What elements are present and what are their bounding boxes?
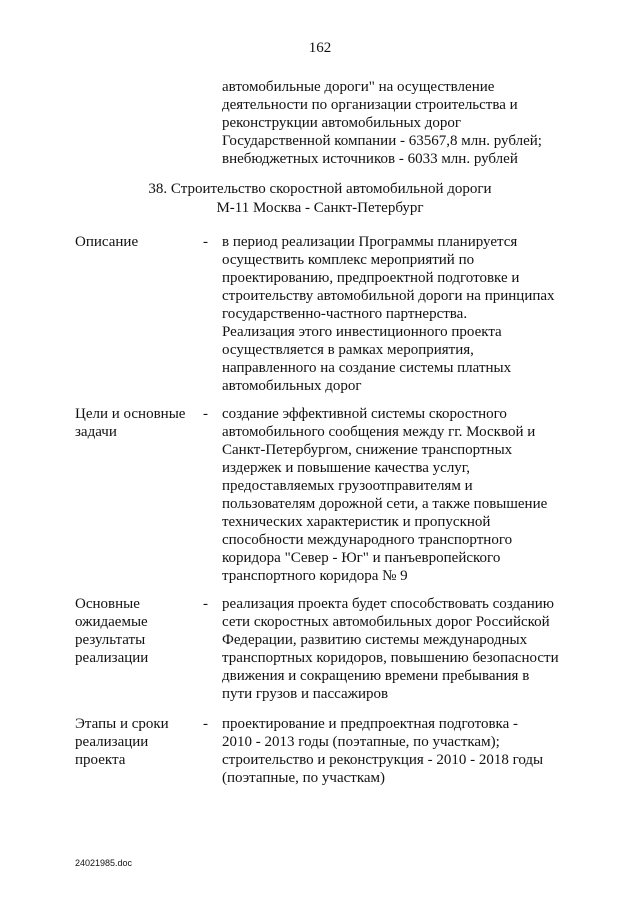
label-line: Этапы и сроки xyxy=(75,716,169,732)
body-line: издержек и повышение качества услуг, xyxy=(222,460,471,476)
dash-bullet: - xyxy=(203,716,208,732)
intro-line: автомобильные дороги" на осуществление xyxy=(222,79,495,95)
body-line: государственно-частного партнерства. xyxy=(222,306,468,322)
heading-line: М-11 Москва - Санкт-Петербург xyxy=(216,200,424,216)
body-line: пути грузов и пассажиров xyxy=(222,686,389,702)
body-line: проектирование и предпроектная подготовка - xyxy=(222,716,519,732)
body-line: Санкт-Петербургом, снижение транспортных xyxy=(222,442,513,458)
section-body xyxy=(222,595,602,703)
dash-bullet: - xyxy=(203,234,208,250)
body-line: движения и сокращению времени пребывания в xyxy=(222,668,530,684)
body-line: Реализация этого инвестиционного проекта xyxy=(222,324,502,340)
section-body xyxy=(222,233,602,395)
body-line: реализация проекта будет способствовать созданию xyxy=(222,596,554,612)
body-line: предоставляемых грузоотправителям и xyxy=(222,478,473,494)
body-line: автомобильных дорог xyxy=(222,378,362,394)
page-number: 162 xyxy=(308,40,332,56)
section-label xyxy=(75,233,200,251)
dash-bullet: - xyxy=(203,596,208,612)
body-line: Федерации, развитию системы международных xyxy=(222,632,528,648)
body-line: создание эффективной системы скоростного xyxy=(222,406,507,422)
body-line: транспортного коридора № 9 xyxy=(222,568,408,584)
body-line: способности международного транспортного xyxy=(222,532,513,548)
label-line: реализации xyxy=(75,734,149,750)
body-line: 2010 - 2013 годы (поэтапные, по участкам); xyxy=(222,734,500,750)
body-line: сети скоростных автомобильных дорог Российской xyxy=(222,614,550,630)
label-line: Основные xyxy=(75,596,140,612)
section-body xyxy=(222,715,602,787)
label-line: ожидаемые xyxy=(75,614,148,630)
intro-line: внебюджетных источников - 6033 млн. рублей xyxy=(222,151,518,167)
body-line: осуществляется в рамках мероприятия, xyxy=(222,342,474,358)
section-heading xyxy=(0,180,640,218)
intro-line: деятельности по организации строительства и xyxy=(222,97,518,113)
label-line: Описание xyxy=(75,234,139,250)
section-body xyxy=(222,405,602,585)
body-line: в период реализации Программы планируется xyxy=(222,234,518,250)
section-label xyxy=(75,595,200,667)
body-line: автомобильного сообщения между гг. Москвой и xyxy=(222,424,536,440)
label-line: реализации xyxy=(75,650,149,666)
label-line: проекта xyxy=(75,752,126,768)
section-label xyxy=(75,405,200,441)
dash-bullet: - xyxy=(203,406,208,422)
body-line: (поэтапные, по участкам) xyxy=(222,770,386,786)
body-line: строительство и реконструкция - 2010 - 2018 годы xyxy=(222,752,544,768)
intro-line: реконструкции автомобильных дорог xyxy=(222,115,462,131)
intro-paragraph xyxy=(222,78,602,168)
heading-line: 38. Строительство скоростной автомобильной дороги xyxy=(148,181,492,197)
body-line: осуществить комплекс мероприятий по xyxy=(222,252,475,268)
intro-line: Государственной компании - 63567,8 млн. рублей; xyxy=(222,133,542,149)
label-line: задачи xyxy=(75,424,117,440)
label-line: Цели и основные xyxy=(75,406,186,422)
body-line: проектированию, предпроектной подготовке и xyxy=(222,270,520,286)
body-line: транспортных коридоров, повышению безопасности xyxy=(222,650,559,666)
body-line: направленного на создание системы платных xyxy=(222,360,512,376)
body-line: технических характеристик и пропускной xyxy=(222,514,491,530)
body-line: коридора "Север - Юг" и панъевропейского xyxy=(222,550,501,566)
footer-filename: 24021985.doc xyxy=(75,858,133,868)
section-label xyxy=(75,715,200,769)
body-line: пользователям дорожной сети, а также повышение xyxy=(222,496,548,512)
body-line: строительству автомобильной дороги на принципах xyxy=(222,288,555,304)
label-line: результаты xyxy=(75,632,146,648)
